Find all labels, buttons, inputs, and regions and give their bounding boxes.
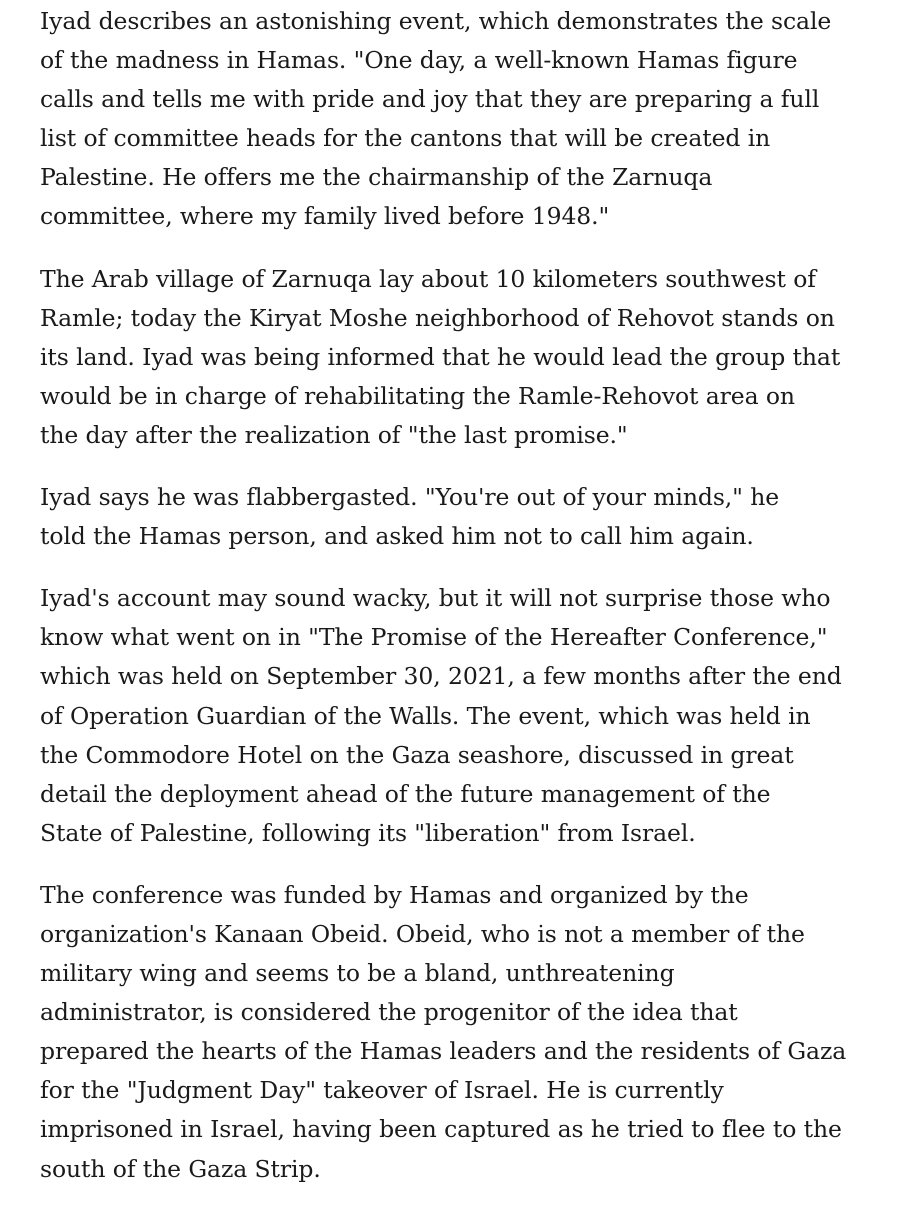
paragraph bbox=[40, 579, 842, 853]
text-line: imprisoned in Israel, having been captured as he tried to flee to the bbox=[40, 1115, 842, 1144]
article-body bbox=[40, 2, 847, 1212]
text-line: for the "Judgment Day" takeover of Israel. He is currently bbox=[40, 1076, 724, 1105]
text-line: of Operation Guardian of the Walls. The event, which was held in bbox=[40, 701, 811, 730]
paragraph bbox=[40, 260, 841, 455]
text-line: calls and tells me with pride and joy that they are preparing a full bbox=[40, 85, 820, 114]
text-line: told the Hamas person, and asked him not to call him again. bbox=[40, 522, 754, 551]
text-line: The conference was funded by Hamas and organized by the bbox=[40, 880, 749, 909]
text-line: Ramle; today the Kiryat Moshe neighborhood of Rehovot stands on bbox=[40, 303, 835, 332]
text-line: detail the deployment ahead of the future management of the bbox=[40, 779, 771, 808]
text-line: know what went on in "The Promise of the Hereafter Conference," bbox=[40, 623, 828, 652]
text-line: would be in charge of rehabilitating the Ramle-Rehovot area on bbox=[40, 381, 795, 410]
text-line: south of the Gaza Strip. bbox=[40, 1154, 321, 1183]
text-line: Iyad describes an astonishing event, which demonstrates the scale bbox=[40, 7, 832, 35]
text-line: the Commodore Hotel on the Gaza seashore, discussed in great bbox=[40, 740, 794, 769]
text-line: State of Palestine, following its "liberation" from Israel. bbox=[40, 818, 696, 847]
paragraph bbox=[40, 478, 830, 556]
paragraph bbox=[40, 876, 847, 1189]
text-line: Iyad says he was flabbergasted. "You're out of your minds," he bbox=[40, 483, 780, 512]
text-line: the day after the realization of "the last promise." bbox=[40, 420, 628, 449]
text-line: administrator, is considered the progenitor of the idea that bbox=[40, 998, 738, 1027]
text-line: its land. Iyad was being informed that he would lead the group that bbox=[40, 342, 841, 371]
text-line: which was held on September 30, 2021, a few months after the end bbox=[40, 662, 842, 691]
text-line: list of committee heads for the cantons that will be created in bbox=[40, 124, 771, 153]
text-line: Palestine. He offers me the chairmanship of the Zarnuqa bbox=[40, 163, 713, 192]
text-line: Iyad's account may sound wacky, but it will not surprise those who bbox=[40, 584, 831, 613]
text-line: The Arab village of Zarnuqa lay about 10 kilometers southwest of bbox=[40, 264, 816, 293]
paragraph bbox=[40, 2, 830, 237]
text-line: organization's Kanaan Obeid. Obeid, who is not a member of the bbox=[40, 919, 805, 948]
text-line: committee, where my family lived before 1948." bbox=[40, 202, 610, 231]
text-line: prepared the hearts of the Hamas leaders and the residents of Gaza bbox=[40, 1037, 847, 1066]
text-line: of the madness in Hamas. "One day, a well-known Hamas figure bbox=[40, 46, 798, 75]
text-line: military wing and seems to be a bland, unthreatening bbox=[40, 959, 675, 988]
